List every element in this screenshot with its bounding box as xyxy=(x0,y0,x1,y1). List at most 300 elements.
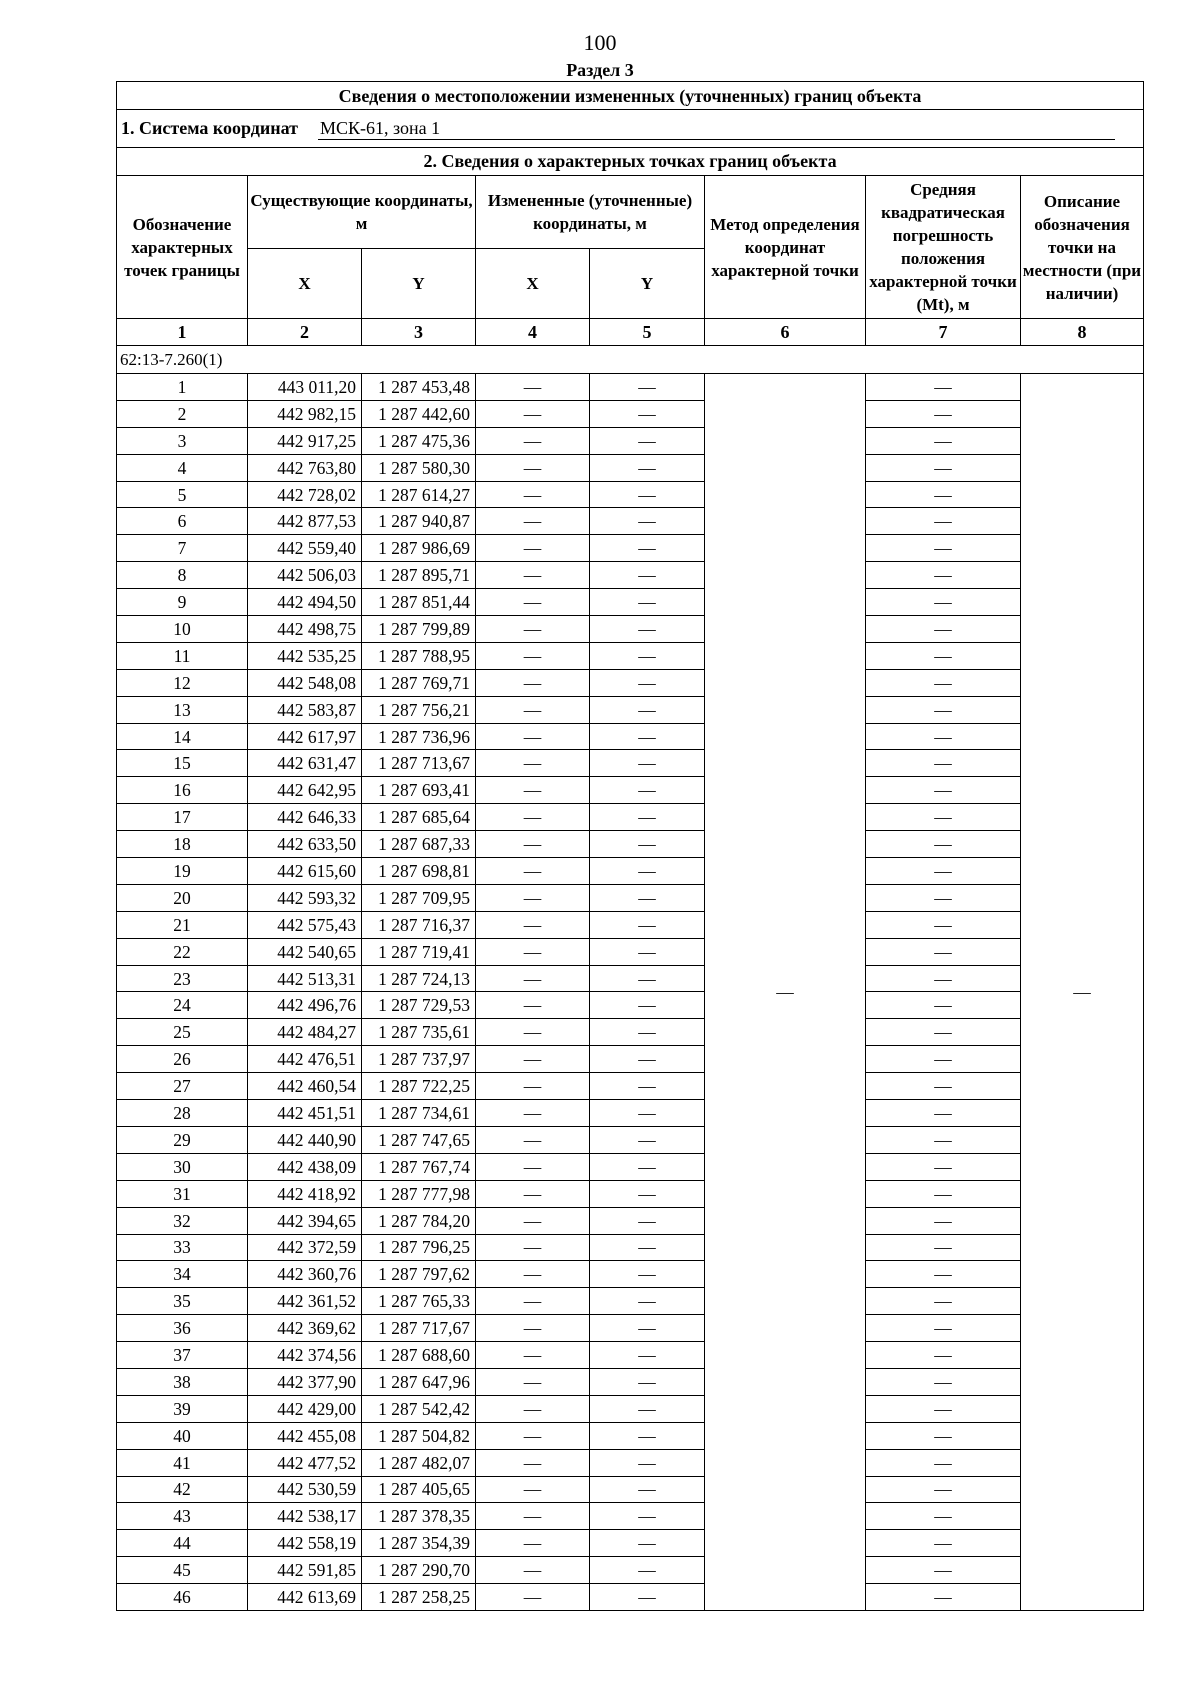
table-row xyxy=(117,696,1144,723)
existing-x: 442 631,47 xyxy=(248,750,362,777)
existing-y: 1 287 986,69 xyxy=(362,535,476,562)
changed-y: — xyxy=(590,1153,705,1180)
error-value: — xyxy=(866,1073,1021,1100)
error-value: — xyxy=(866,508,1021,535)
existing-y: 1 287 378,35 xyxy=(362,1503,476,1530)
changed-y: — xyxy=(590,911,705,938)
table-subtitle: 2. Сведения о характерных точках границ объекта xyxy=(117,148,1144,176)
existing-x: 442 494,50 xyxy=(248,589,362,616)
existing-x: 442 451,51 xyxy=(248,1100,362,1127)
existing-y: 1 287 258,25 xyxy=(362,1584,476,1611)
point-number: 36 xyxy=(117,1315,248,1342)
existing-y: 1 287 756,21 xyxy=(362,696,476,723)
existing-x: 442 498,75 xyxy=(248,616,362,643)
changed-x: — xyxy=(476,965,590,992)
changed-x: — xyxy=(476,1288,590,1315)
existing-x: 442 646,33 xyxy=(248,804,362,831)
error-value: — xyxy=(866,992,1021,1019)
existing-x: 442 558,19 xyxy=(248,1530,362,1557)
changed-x: — xyxy=(476,1261,590,1288)
changed-x: — xyxy=(476,1584,590,1611)
error-value: — xyxy=(866,858,1021,885)
table-row xyxy=(117,992,1144,1019)
existing-y: 1 287 729,53 xyxy=(362,992,476,1019)
changed-x: — xyxy=(476,1180,590,1207)
table-row xyxy=(117,1153,1144,1180)
changed-x: — xyxy=(476,1207,590,1234)
point-number: 2 xyxy=(117,400,248,427)
changed-x: — xyxy=(476,992,590,1019)
table-row xyxy=(117,1261,1144,1288)
point-number: 21 xyxy=(117,911,248,938)
table-row xyxy=(117,1557,1144,1584)
error-value: — xyxy=(866,427,1021,454)
changed-x: — xyxy=(476,642,590,669)
changed-y: — xyxy=(590,1449,705,1476)
changed-x: — xyxy=(476,1046,590,1073)
error-value: — xyxy=(866,965,1021,992)
table-row xyxy=(117,1368,1144,1395)
table-row xyxy=(117,454,1144,481)
changed-x: — xyxy=(476,858,590,885)
error-value: — xyxy=(866,1153,1021,1180)
changed-y: — xyxy=(590,938,705,965)
existing-y: 1 287 717,67 xyxy=(362,1315,476,1342)
table-row xyxy=(117,831,1144,858)
existing-y: 1 287 724,13 xyxy=(362,965,476,992)
error-value: — xyxy=(866,400,1021,427)
method-merged: — xyxy=(705,374,866,1611)
error-value: — xyxy=(866,454,1021,481)
changed-y: — xyxy=(590,1180,705,1207)
point-number: 37 xyxy=(117,1342,248,1369)
point-number: 34 xyxy=(117,1261,248,1288)
table-row xyxy=(117,858,1144,885)
point-number: 11 xyxy=(117,642,248,669)
table-row xyxy=(117,1180,1144,1207)
error-value: — xyxy=(866,1126,1021,1153)
error-value: — xyxy=(866,777,1021,804)
existing-y: 1 287 504,82 xyxy=(362,1422,476,1449)
existing-x: 443 011,20 xyxy=(248,374,362,401)
table-title: Сведения о местоположении измененных (уточненных) границ объекта xyxy=(117,82,1144,110)
table-row xyxy=(117,965,1144,992)
changed-y: — xyxy=(590,750,705,777)
point-number: 23 xyxy=(117,965,248,992)
existing-y: 1 287 453,48 xyxy=(362,374,476,401)
table-row xyxy=(117,669,1144,696)
column-number: 5 xyxy=(590,319,705,346)
existing-y: 1 287 716,37 xyxy=(362,911,476,938)
point-number: 17 xyxy=(117,804,248,831)
error-value: — xyxy=(866,481,1021,508)
changed-y: — xyxy=(590,1503,705,1530)
table-row xyxy=(117,562,1144,589)
point-number: 6 xyxy=(117,508,248,535)
coordinate-system-label: 1. Система координат xyxy=(121,118,298,138)
existing-y: 1 287 722,25 xyxy=(362,1073,476,1100)
changed-x: — xyxy=(476,1342,590,1369)
changed-y: — xyxy=(590,535,705,562)
changed-y: — xyxy=(590,427,705,454)
header-existing-coords: Существующие координаты, м xyxy=(248,176,476,249)
existing-y: 1 287 698,81 xyxy=(362,858,476,885)
existing-y: 1 287 737,97 xyxy=(362,1046,476,1073)
header-changed-coords: Измененные (уточненные) координаты, м xyxy=(476,176,705,249)
error-value: — xyxy=(866,1584,1021,1611)
existing-x: 442 538,17 xyxy=(248,1503,362,1530)
point-number: 44 xyxy=(117,1530,248,1557)
point-number: 20 xyxy=(117,884,248,911)
table-row xyxy=(117,481,1144,508)
point-number: 33 xyxy=(117,1234,248,1261)
error-value: — xyxy=(866,804,1021,831)
existing-x: 442 583,87 xyxy=(248,696,362,723)
table-row xyxy=(117,1584,1144,1611)
changed-y: — xyxy=(590,1315,705,1342)
changed-y: — xyxy=(590,1557,705,1584)
error-value: — xyxy=(866,1503,1021,1530)
changed-x: — xyxy=(476,831,590,858)
changed-y: — xyxy=(590,858,705,885)
table-row xyxy=(117,1207,1144,1234)
point-number: 30 xyxy=(117,1153,248,1180)
point-number: 3 xyxy=(117,427,248,454)
point-number: 26 xyxy=(117,1046,248,1073)
point-number: 15 xyxy=(117,750,248,777)
error-value: — xyxy=(866,1046,1021,1073)
changed-x: — xyxy=(476,938,590,965)
changed-y: — xyxy=(590,1261,705,1288)
changed-x: — xyxy=(476,1100,590,1127)
point-number: 43 xyxy=(117,1503,248,1530)
existing-x: 442 440,90 xyxy=(248,1126,362,1153)
error-value: — xyxy=(866,1288,1021,1315)
changed-y: — xyxy=(590,723,705,750)
error-value: — xyxy=(866,1449,1021,1476)
table-row xyxy=(117,642,1144,669)
changed-x: — xyxy=(476,427,590,454)
existing-y: 1 287 687,33 xyxy=(362,831,476,858)
header-changed-x: X xyxy=(476,249,590,319)
error-value: — xyxy=(866,1261,1021,1288)
error-value: — xyxy=(866,1342,1021,1369)
changed-x: — xyxy=(476,1449,590,1476)
existing-y: 1 287 767,74 xyxy=(362,1153,476,1180)
changed-x: — xyxy=(476,1476,590,1503)
existing-x: 442 615,60 xyxy=(248,858,362,885)
point-number: 27 xyxy=(117,1073,248,1100)
point-number: 9 xyxy=(117,589,248,616)
header-point-designation: Обозначение характерных точек границы xyxy=(117,176,248,319)
existing-x: 442 593,32 xyxy=(248,884,362,911)
changed-y: — xyxy=(590,831,705,858)
existing-x: 442 360,76 xyxy=(248,1261,362,1288)
existing-x: 442 496,76 xyxy=(248,992,362,1019)
column-number: 8 xyxy=(1021,319,1144,346)
changed-x: — xyxy=(476,1126,590,1153)
table-row xyxy=(117,1073,1144,1100)
point-number: 35 xyxy=(117,1288,248,1315)
changed-y: — xyxy=(590,374,705,401)
changed-y: — xyxy=(590,642,705,669)
changed-y: — xyxy=(590,1126,705,1153)
existing-y: 1 287 765,33 xyxy=(362,1288,476,1315)
header-existing-x: X xyxy=(248,249,362,319)
error-value: — xyxy=(866,1180,1021,1207)
changed-x: — xyxy=(476,454,590,481)
changed-y: — xyxy=(590,454,705,481)
existing-x: 442 548,08 xyxy=(248,669,362,696)
changed-x: — xyxy=(476,696,590,723)
point-number: 22 xyxy=(117,938,248,965)
error-value: — xyxy=(866,669,1021,696)
header-changed-y: Y xyxy=(590,249,705,319)
changed-x: — xyxy=(476,1530,590,1557)
point-number: 8 xyxy=(117,562,248,589)
changed-y: — xyxy=(590,884,705,911)
existing-x: 442 982,15 xyxy=(248,400,362,427)
existing-y: 1 287 747,65 xyxy=(362,1126,476,1153)
existing-x: 442 917,25 xyxy=(248,427,362,454)
column-number: 6 xyxy=(705,319,866,346)
changed-x: — xyxy=(476,400,590,427)
existing-y: 1 287 580,30 xyxy=(362,454,476,481)
existing-y: 1 287 693,41 xyxy=(362,777,476,804)
changed-y: — xyxy=(590,804,705,831)
point-number: 18 xyxy=(117,831,248,858)
column-number: 2 xyxy=(248,319,362,346)
changed-x: — xyxy=(476,804,590,831)
error-value: — xyxy=(866,696,1021,723)
existing-x: 442 613,69 xyxy=(248,1584,362,1611)
changed-y: — xyxy=(590,508,705,535)
point-number: 39 xyxy=(117,1395,248,1422)
changed-x: — xyxy=(476,750,590,777)
changed-x: — xyxy=(476,1557,590,1584)
existing-x: 442 530,59 xyxy=(248,1476,362,1503)
changed-y: — xyxy=(590,1100,705,1127)
page-number: 100 xyxy=(583,30,617,55)
table-row xyxy=(117,750,1144,777)
existing-y: 1 287 354,39 xyxy=(362,1530,476,1557)
point-number: 32 xyxy=(117,1207,248,1234)
error-value: — xyxy=(866,642,1021,669)
error-value: — xyxy=(866,1395,1021,1422)
error-value: — xyxy=(866,1476,1021,1503)
changed-y: — xyxy=(590,400,705,427)
existing-y: 1 287 482,07 xyxy=(362,1449,476,1476)
existing-y: 1 287 713,67 xyxy=(362,750,476,777)
changed-x: — xyxy=(476,374,590,401)
table-row xyxy=(117,1530,1144,1557)
column-number: 4 xyxy=(476,319,590,346)
existing-x: 442 559,40 xyxy=(248,535,362,562)
existing-x: 442 484,27 xyxy=(248,1019,362,1046)
table-row xyxy=(117,616,1144,643)
table-row xyxy=(117,938,1144,965)
changed-y: — xyxy=(590,1584,705,1611)
changed-x: — xyxy=(476,616,590,643)
table-row xyxy=(117,1395,1144,1422)
table-row xyxy=(117,1476,1144,1503)
existing-x: 442 476,51 xyxy=(248,1046,362,1073)
changed-x: — xyxy=(476,481,590,508)
changed-x: — xyxy=(476,1234,590,1261)
table-row xyxy=(117,1288,1144,1315)
existing-x: 442 372,59 xyxy=(248,1234,362,1261)
changed-y: — xyxy=(590,965,705,992)
error-value: — xyxy=(866,831,1021,858)
existing-y: 1 287 290,70 xyxy=(362,1557,476,1584)
changed-y: — xyxy=(590,1342,705,1369)
existing-y: 1 287 940,87 xyxy=(362,508,476,535)
point-number: 24 xyxy=(117,992,248,1019)
point-number: 28 xyxy=(117,1100,248,1127)
table-row xyxy=(117,1342,1144,1369)
error-value: — xyxy=(866,938,1021,965)
changed-y: — xyxy=(590,1530,705,1557)
changed-x: — xyxy=(476,723,590,750)
point-number: 42 xyxy=(117,1476,248,1503)
existing-x: 442 877,53 xyxy=(248,508,362,535)
existing-y: 1 287 442,60 xyxy=(362,400,476,427)
table-row xyxy=(117,1100,1144,1127)
point-number: 4 xyxy=(117,454,248,481)
changed-x: — xyxy=(476,1073,590,1100)
section-title: Раздел 3 xyxy=(566,60,634,80)
existing-y: 1 287 895,71 xyxy=(362,562,476,589)
point-number: 14 xyxy=(117,723,248,750)
existing-y: 1 287 734,61 xyxy=(362,1100,476,1127)
changed-y: — xyxy=(590,1234,705,1261)
changed-x: — xyxy=(476,1395,590,1422)
point-number: 25 xyxy=(117,1019,248,1046)
object-id: 62:13-7.260(1) xyxy=(117,346,1144,374)
changed-y: — xyxy=(590,616,705,643)
column-number: 1 xyxy=(117,319,248,346)
changed-x: — xyxy=(476,911,590,938)
column-number: 3 xyxy=(362,319,476,346)
point-number: 1 xyxy=(117,374,248,401)
header-description: Описание обозначения точки на местности (при наличии) xyxy=(1021,176,1144,319)
error-value: — xyxy=(866,1315,1021,1342)
point-number: 46 xyxy=(117,1584,248,1611)
existing-y: 1 287 542,42 xyxy=(362,1395,476,1422)
existing-y: 1 287 475,36 xyxy=(362,427,476,454)
error-value: — xyxy=(866,750,1021,777)
table-row xyxy=(117,400,1144,427)
existing-x: 442 438,09 xyxy=(248,1153,362,1180)
changed-y: — xyxy=(590,1073,705,1100)
point-number: 12 xyxy=(117,669,248,696)
existing-x: 442 728,02 xyxy=(248,481,362,508)
changed-y: — xyxy=(590,777,705,804)
existing-y: 1 287 851,44 xyxy=(362,589,476,616)
changed-x: — xyxy=(476,1153,590,1180)
changed-x: — xyxy=(476,1315,590,1342)
changed-x: — xyxy=(476,508,590,535)
point-number: 10 xyxy=(117,616,248,643)
existing-x: 442 477,52 xyxy=(248,1449,362,1476)
changed-x: — xyxy=(476,777,590,804)
existing-y: 1 287 796,25 xyxy=(362,1234,476,1261)
table-row xyxy=(117,804,1144,831)
point-number: 19 xyxy=(117,858,248,885)
table-row xyxy=(117,374,1144,401)
error-value: — xyxy=(866,535,1021,562)
error-value: — xyxy=(866,616,1021,643)
table-row xyxy=(117,884,1144,911)
changed-x: — xyxy=(476,589,590,616)
existing-x: 442 763,80 xyxy=(248,454,362,481)
point-number: 31 xyxy=(117,1180,248,1207)
table-row xyxy=(117,535,1144,562)
changed-x: — xyxy=(476,1368,590,1395)
existing-x: 442 591,85 xyxy=(248,1557,362,1584)
existing-x: 442 535,25 xyxy=(248,642,362,669)
point-number: 16 xyxy=(117,777,248,804)
existing-x: 442 540,65 xyxy=(248,938,362,965)
error-value: — xyxy=(866,374,1021,401)
point-number: 29 xyxy=(117,1126,248,1153)
changed-x: — xyxy=(476,1503,590,1530)
existing-y: 1 287 736,96 xyxy=(362,723,476,750)
existing-x: 442 429,00 xyxy=(248,1395,362,1422)
changed-y: — xyxy=(590,1422,705,1449)
table-row xyxy=(117,1046,1144,1073)
header-existing-y: Y xyxy=(362,249,476,319)
table-row xyxy=(117,723,1144,750)
table-row xyxy=(117,427,1144,454)
changed-x: — xyxy=(476,562,590,589)
changed-x: — xyxy=(476,669,590,696)
point-number: 38 xyxy=(117,1368,248,1395)
point-number: 7 xyxy=(117,535,248,562)
existing-y: 1 287 799,89 xyxy=(362,616,476,643)
existing-y: 1 287 788,95 xyxy=(362,642,476,669)
existing-x: 442 642,95 xyxy=(248,777,362,804)
error-value: — xyxy=(866,562,1021,589)
changed-x: — xyxy=(476,535,590,562)
changed-y: — xyxy=(590,1476,705,1503)
existing-x: 442 575,43 xyxy=(248,911,362,938)
changed-y: — xyxy=(590,1046,705,1073)
point-number: 5 xyxy=(117,481,248,508)
table-row xyxy=(117,589,1144,616)
error-value: — xyxy=(866,1368,1021,1395)
existing-x: 442 361,52 xyxy=(248,1288,362,1315)
error-value: — xyxy=(866,1207,1021,1234)
point-number: 40 xyxy=(117,1422,248,1449)
existing-y: 1 287 719,41 xyxy=(362,938,476,965)
changed-y: — xyxy=(590,1368,705,1395)
error-value: — xyxy=(866,884,1021,911)
boundary-points-table xyxy=(116,81,1144,1611)
error-value: — xyxy=(866,1422,1021,1449)
existing-y: 1 287 685,64 xyxy=(362,804,476,831)
existing-y: 1 287 784,20 xyxy=(362,1207,476,1234)
coordinate-system-row xyxy=(117,110,1144,148)
existing-y: 1 287 614,27 xyxy=(362,481,476,508)
existing-y: 1 287 688,60 xyxy=(362,1342,476,1369)
changed-x: — xyxy=(476,1422,590,1449)
existing-x: 442 460,54 xyxy=(248,1073,362,1100)
existing-y: 1 287 769,71 xyxy=(362,669,476,696)
existing-y: 1 287 777,98 xyxy=(362,1180,476,1207)
existing-x: 442 418,92 xyxy=(248,1180,362,1207)
header-method: Метод определения координат характерной точки xyxy=(705,176,866,319)
